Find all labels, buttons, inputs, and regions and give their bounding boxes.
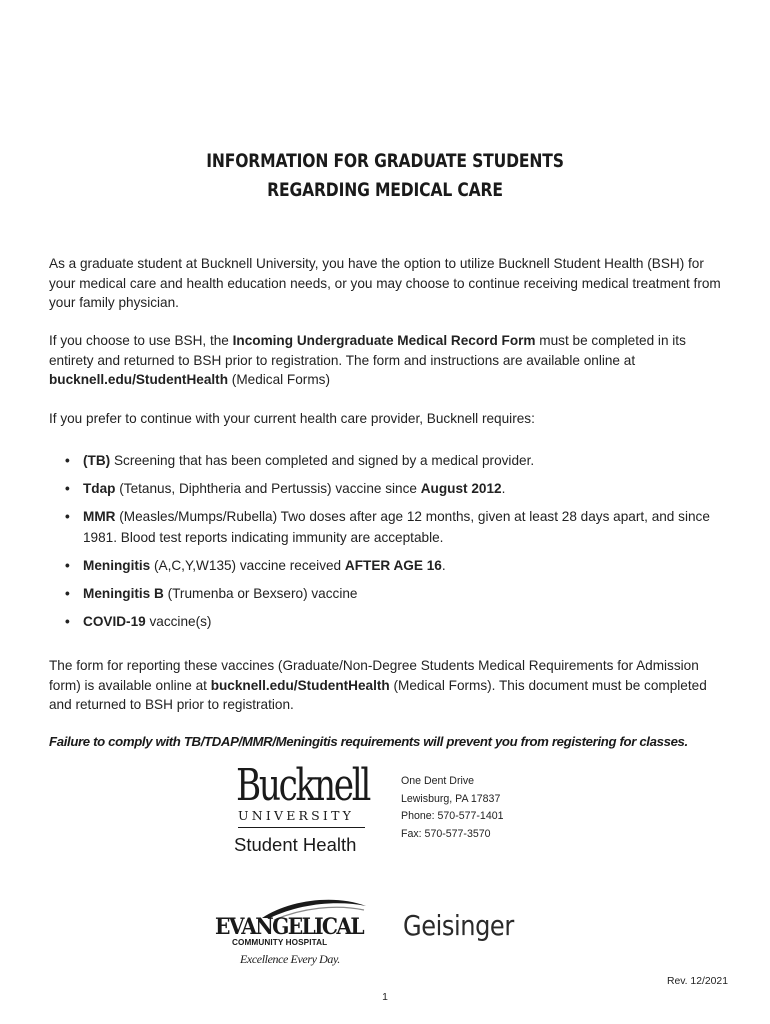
student-health-link-2[interactable]: bucknell.edu/StudentHealth <box>210 677 390 693</box>
requirement-name: MMR <box>83 509 116 524</box>
list-item <box>65 450 735 471</box>
list-item <box>65 506 735 548</box>
revision-date: Rev. 12/2021 <box>666 976 728 987</box>
bsh-paragraph <box>49 331 729 390</box>
requirements-list <box>65 450 735 639</box>
bsh-text-1: If you choose to use BSH, the <box>49 333 233 348</box>
address-street: One Dent Drive <box>401 775 475 787</box>
requirement-text: (Measles/Mumps/Rubella) Two doses after age 12 months, given at least 28 days apart, and since 1981. Blood test reports indicating immunity are acceptable. <box>83 509 710 545</box>
bsh-text-2: must be completed in its entirety and returned to BSH prior to registration. The form and instructions are available online at <box>49 333 686 368</box>
title-line-2: REGARDING MEDICAL CARE <box>267 179 503 201</box>
title-line-1: INFORMATION FOR GRADUATE STUDENTS <box>206 150 564 172</box>
bucknell-wordmark: Bucknell <box>236 760 369 811</box>
vaccine-form-paragraph <box>49 656 729 715</box>
page-number: 1 <box>382 992 388 1003</box>
contact-address <box>401 773 504 843</box>
address-phone: Phone: 570-577-1401 <box>401 810 504 822</box>
list-item <box>65 478 735 499</box>
evangelical-wordmark: EVANGELICAL <box>215 914 364 940</box>
requirements-intro: If you prefer to continue with your current health care provider, Bucknell requires: <box>49 411 535 426</box>
compliance-warning: Failure to comply with TB/TDAP/MMR/Meningitis requirements will prevent you from registering for classes. <box>49 734 688 749</box>
list-item <box>65 555 735 576</box>
intro-paragraph: As a graduate student at Bucknell University, you have the option to utilize Bucknell Student Health (BSH) for your medical care and health education needs, or you may choose to continue receiving medical treatment from your family physician. <box>49 256 721 310</box>
requirement-name: Meningitis <box>83 558 151 573</box>
requirement-text: vaccine(s) <box>145 614 212 629</box>
form-name: Incoming Undergraduate Medical Record Form <box>232 333 536 348</box>
requirement-text: (A,C,Y,W135) vaccine received <box>150 558 345 573</box>
bucknell-logo <box>232 760 372 860</box>
student-health-label: Student Health <box>234 834 357 855</box>
list-item <box>65 611 735 632</box>
requirement-name: COVID-19 <box>83 614 146 629</box>
address-city: Lewisburg, PA 17837 <box>401 792 501 805</box>
vaccine-text-1: The form for reporting these vaccines (Graduate/Non-Degree Students Medical Requirements for Admission form) is available online at <box>49 658 699 693</box>
requirement-name: Meningitis B <box>83 586 164 601</box>
evangelical-subtitle: COMMUNITY HOSPITAL <box>232 938 328 947</box>
requirement-text: (Tetanus, Diphtheria and Pertussis) vaccine since <box>115 481 421 496</box>
vaccine-text-2: (Medical Forms). This document must be completed and returned to BSH prior to registration. <box>49 677 707 712</box>
list-item <box>65 583 735 604</box>
requirement-emphasis: AFTER AGE 16 <box>344 558 442 573</box>
evangelical-tagline: Excellence Every Day. <box>240 952 340 966</box>
bucknell-divider <box>238 827 365 828</box>
requirement-emphasis: August 2012 <box>420 481 502 496</box>
requirement-text-end: . <box>441 558 446 573</box>
page-title <box>69 147 700 205</box>
requirement-text: (Trumenba or Bexsero) vaccine <box>163 586 358 601</box>
requirement-text-end: . <box>501 481 506 496</box>
evangelical-logo <box>214 896 374 971</box>
geisinger-logo: Geisinger <box>403 909 514 942</box>
requirement-name: Tdap <box>83 481 116 496</box>
requirement-name: (TB) <box>83 453 111 468</box>
bsh-text-3: (Medical Forms) <box>228 372 330 387</box>
requirement-text: Screening that has been completed and signed by a medical provider. <box>110 453 535 468</box>
address-fax: Fax: 570-577-3570 <box>401 827 491 840</box>
student-health-link[interactable]: bucknell.edu/StudentHealth <box>49 372 229 387</box>
bucknell-university-label: UNIVERSITY <box>238 808 355 823</box>
